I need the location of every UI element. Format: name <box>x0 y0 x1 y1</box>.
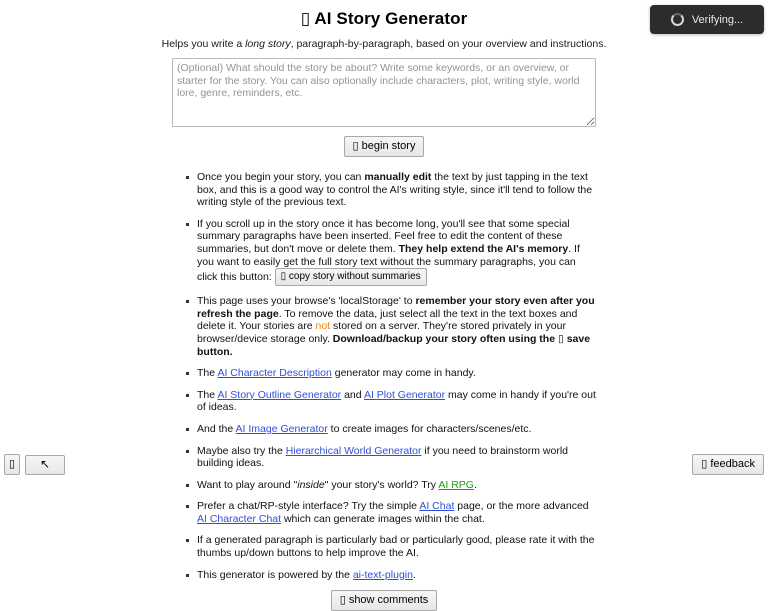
link-ai-plot-generator[interactable]: AI Plot Generator <box>363 388 446 401</box>
bullet-3-bold-3: save button. <box>197 332 591 358</box>
bullet-3-text-2: . To remove the data, just select all the text in the text boxes and delete it. Your stories are <box>197 307 578 333</box>
bullet-8-text-3: . <box>473 478 477 491</box>
subtitle-emphasis: long story <box>245 38 291 50</box>
copy-story-without-summaries-button[interactable] <box>275 268 427 286</box>
bullet-3-bold-2: Download/backup your story often using the <box>332 332 556 345</box>
list-item <box>186 500 596 525</box>
bullet-1-text-2: the text by just tapping in the text box, and this is a good way to control the AI's writing style, since it'll tend to follow the writing style of the previous text. <box>197 171 593 209</box>
bullet-9-text-1: Prefer a chat/RP-style interface? Try the simple <box>197 500 420 513</box>
verifying-label: Verifying... <box>691 13 744 26</box>
save-button-glyph-icon: ▯ <box>557 332 564 345</box>
bullet-11-text-1: This generator is powered by the <box>197 568 353 581</box>
circle-spinner-icon <box>671 13 684 26</box>
bullet-4-text-2: generator may come in handy. <box>331 367 476 380</box>
list-item <box>186 367 596 380</box>
link-ai-rpg[interactable]: AI RPG <box>438 478 474 491</box>
bullet-6-text-1: And the <box>197 422 236 435</box>
feedback-button[interactable] <box>692 454 764 475</box>
bullet-3-warning-word: not <box>315 320 331 333</box>
cursor-mode-button[interactable] <box>25 455 65 475</box>
begin-story-glyph-icon: ▯ <box>352 139 359 152</box>
link-ai-chat[interactable]: AI Chat <box>419 500 455 513</box>
bullet-9-text-3: which can generate images within the chat. <box>281 512 485 525</box>
bullet-11-text-2: . <box>412 568 416 581</box>
info-list <box>172 171 596 581</box>
bullet-5-text-3: may come in handy if you're out of ideas. <box>197 388 596 414</box>
bullet-2-bold: They help extend the AI's memory <box>398 242 569 255</box>
list-item <box>186 295 596 358</box>
begin-story-button[interactable] <box>344 136 425 157</box>
cursor-arrow-icon: ↖ <box>40 456 51 471</box>
bullet-10-text: If a generated paragraph is particularly bad or particularly good, please rate it with the thumbs up/down buttons to help improve the AI. <box>197 534 595 560</box>
feedback-glyph-icon: ▯ <box>701 457 708 470</box>
list-item <box>186 171 596 209</box>
list-item <box>186 569 596 582</box>
show-comments-button[interactable] <box>331 590 438 611</box>
verifying-widget <box>650 5 764 34</box>
bullet-8-italic: inside <box>297 478 325 491</box>
bullet-7-text-2: if you need to brainstorm world building ideas. <box>197 444 568 470</box>
bullet-2-text-1: If you scroll up in the story once it has become long, you'll see that some special summary paragraphs have been inserted. Feel free to edit the content of these summaries, but don't move or delete them. <box>197 217 570 255</box>
list-item <box>186 534 596 559</box>
list-item <box>186 218 596 286</box>
link-ai-story-outline-generator[interactable]: AI Story Outline Generator <box>217 388 342 401</box>
begin-story-label: begin story <box>361 140 416 152</box>
story-input[interactable] <box>172 58 596 127</box>
list-item <box>186 389 596 414</box>
link-ai-image-generator[interactable]: AI Image Generator <box>235 422 328 435</box>
bottom-menu-glyph-icon: ▯ <box>9 457 16 470</box>
list-item <box>186 479 596 492</box>
list-item <box>186 423 596 436</box>
bullet-8-text-1: Want to play around " <box>197 478 298 491</box>
feedback-label: feedback <box>710 458 755 470</box>
link-ai-text-plugin[interactable]: ai-text-plugin <box>352 568 413 581</box>
link-hierarchical-world-generator[interactable]: Hierarchical World Generator <box>285 444 422 457</box>
subtitle-part-1: Helps you write a <box>161 38 246 50</box>
bullet-5-text-1: The <box>197 388 218 401</box>
begin-story-row <box>0 136 768 157</box>
bottom-menu-button[interactable] <box>4 454 20 475</box>
show-comments-label: show comments <box>348 594 429 607</box>
copy-story-glyph-icon: ▯ <box>280 271 287 283</box>
info-section <box>172 171 596 581</box>
bullet-1-bold: manually edit <box>364 171 432 183</box>
bullet-6-text-2: to create images for characters/scenes/etc. <box>327 422 532 435</box>
bullet-5-text-2: and <box>341 388 364 401</box>
bullet-2-text-2: . If you want to easily get the full story text without the summary paragraphs, you can click this button: <box>197 242 580 283</box>
bullet-4-text-1: The <box>197 367 218 380</box>
title-missing-glyph-icon: ▯ <box>300 9 311 29</box>
bottom-right-toolbar <box>692 454 764 475</box>
bottom-left-toolbar <box>4 454 65 475</box>
bullet-3-text-3: stored on a server. They're stored privately in your browser/device storage only. <box>197 320 566 345</box>
page-subtitle <box>0 38 768 50</box>
bullet-9-text-2: page, or the more advanced <box>454 500 589 513</box>
link-ai-character-description[interactable]: AI Character Description <box>217 367 332 380</box>
show-comments-glyph-icon: ▯ <box>339 593 346 607</box>
show-comments-row <box>0 590 768 611</box>
bullet-8-text-2: " your story's world? Try <box>324 478 439 491</box>
page-title-text: AI Story Generator <box>314 9 468 28</box>
copy-story-label: copy story without summaries <box>288 271 421 283</box>
subtitle-part-2: , paragraph-by-paragraph, based on your overview and instructions. <box>290 38 607 50</box>
bullet-3-bold-1: remember your story even after you refresh the page <box>197 295 595 320</box>
link-ai-character-chat[interactable]: AI Character Chat <box>197 512 282 525</box>
bullet-1-text-1: Once you begin your story, you can <box>197 171 365 183</box>
bullet-3-text-1: This page uses your browse's 'localStorage' to <box>197 295 416 308</box>
bullet-7-text-1: Maybe also try the <box>197 444 286 457</box>
list-item <box>186 445 596 470</box>
